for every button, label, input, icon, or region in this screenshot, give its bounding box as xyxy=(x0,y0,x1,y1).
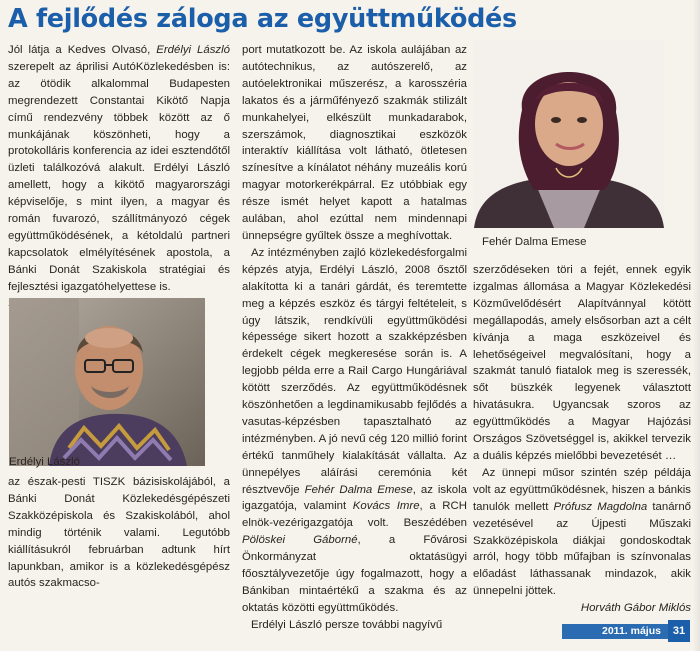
article-title: A fejlődés záloga az együttműködés xyxy=(8,4,517,34)
paragraph: szerződéseken töri a fejét, ennek egyik izgalmas állomása a Magyar Közlekedési Közművelődésért Alapítvánnyal kötött megállapodás, amely elsősorban azt a célt kívánja a maga eszközeivel és lehetőségeivel megvalósítani, hogy a szakmát tanuló fiatalok meg is szeressék, sőt büszkék legyenek választott hivatásukra. Ugyancsak szoros az együttműködés a Magyar Hajózási Országos Szövetséggel is, akikkel tervezik a duális képzés mielőbbi bevezetését … xyxy=(473,264,691,462)
issue-date: 2011. május xyxy=(602,625,661,637)
paragraph: Erdélyi László persze további nagyívű xyxy=(251,618,443,631)
author-signature: Horváth Gábor Miklós xyxy=(580,602,691,615)
column-1-top xyxy=(8,42,230,313)
paragraph: Az ünnepi műsor szintén szép példája volt az együttműködésnek, hiszen a bánkis tanulók mellett Prófusz Magdolna tanárnő vezetésével az Újpesti Műszaki Szakközépiskola diákjai gondoskodtak arról, hogy több műfajban is színvonalas előadást láthassanak mindazok, akik ünnepelni jöttek. xyxy=(473,466,692,598)
italic-name: Kovács Imre xyxy=(352,500,420,513)
photo-erdelyi-laszlo xyxy=(9,298,205,466)
italic-name: Erdélyi László xyxy=(156,44,230,56)
photo-caption-woman: Fehér Dalma Emese xyxy=(482,236,587,248)
paragraph: Jól látja a Kedves Olvasó, Erdélyi László szerepelt az áprilisi AutóKözlekedésben is: az ötödik alkalommal Budapesten megrendezett Constantai Kikötő Napja című rendezvény többek között az ő munkájának köszönheti, hogy a protokolláris konferencia az idei esztendőtől üzleti találkozóvá alakult. Erdélyi László amellett, hogy a kikötő magyarországi képviselője, s mint ilyen, a magyar és román fuvarozó, szállítmányozó cégek együttműködésének, a kétoldalú partneri kapcsolatok elmélyítésének apostola, a Bánki Donát Szakiskola stratégiai és fejlesztési igazgatóhelyettese is. xyxy=(8,44,230,293)
scan-edge-shadow xyxy=(692,0,700,651)
paragraph: az észak-pesti TISZK bázisiskolájából, a Bánki Donát Közlekedésgépészeti Szakközépiskola és Szakiskolából, ahol mindig történik valami. Legutóbb kiállításukról februárban adtunk hírt lapunkban, amikor is a közlekedésgépész autós szakmacso- xyxy=(8,476,230,590)
column-2 xyxy=(242,42,467,634)
man-portrait-illustration xyxy=(9,298,205,466)
page-number: 31 xyxy=(668,620,690,642)
column-3 xyxy=(473,262,691,617)
photo-feher-dalma-emese xyxy=(474,40,664,228)
paragraph: port mutatkozott be. Az iskola aulájában az autótechnikus, az autószerelő, az autóelektronikai műszerész, a karosszéria lakatos és a járműfényező szakmák stilizált munkahelyei, elkészült munkadarabok, szerszámok, diagnosztikai eszközök interaktív kiállítása volt látható, ötletesen színesítve a kínálatot néhány muzeális korú magyar motorkerékpárral. Ez utóbbiak egy része ismét helyet kapott a hatalmas aulában, ahol ezúttal nem mindennapi ünnepségre gyűltek össze a meghívottak. xyxy=(242,44,467,242)
paragraph: Az intézményben zajló közlekedésforgalmi képzés atyja, Erdélyi László, 2008 ősztől alakította ki a tanári gárdát, és teremtette meg a képzés eszköz és tárgyi feltételeit, s úgy látszik, rendkívüli együttműködési képessége sikert hozott a szakképzésben érdekelt cégek megkeresése során is. A legjobb példa erre a Rail Cargo Hungáriával kötött szerződés. Az együttműködésnek köszönhetően a legdinamikusabb fejlődés a vasutas-képzésben tapasztalható az intézményben. A jó nevű cég 120 millió forint értékű tanműhely kialakítását vállalta. Az ünnepélyes aláírási ceremónia két résztvevője Fehér Dalma Emese, az iskola igazgatója, valamint Kovács Imre, a RCH elnök-vezérigazgatója volt. Beszédében Pölöskei Gáborné, a Fővárosi Önkormányzat oktatásügyi főosztályvezetője úgy fogalmazott, hogy a Bánkiban mintaértékű a szakma és az oktatás közötti együttműködés. xyxy=(242,246,468,614)
italic-name: Pölöskei Gáborné xyxy=(242,534,358,547)
woman-portrait-illustration xyxy=(474,40,664,228)
column-1-bottom xyxy=(8,474,230,592)
italic-name: Fehér Dalma Emese xyxy=(304,483,413,496)
photo-caption-man: Erdélyi László xyxy=(9,456,80,468)
italic-name: Prófusz Magdolna xyxy=(553,500,648,513)
